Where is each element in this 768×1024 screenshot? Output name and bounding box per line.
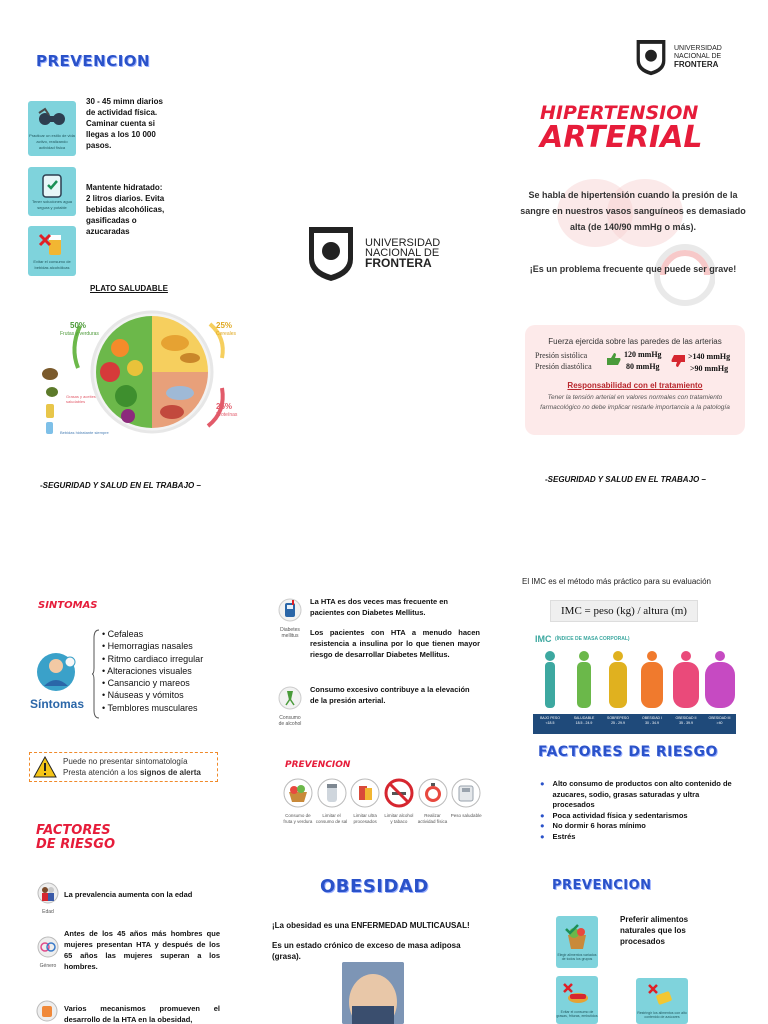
sistolica-label: Presión sistólica xyxy=(535,351,588,360)
plato-title: PLATO SALUDABLE xyxy=(90,284,168,293)
sintomas-badge xyxy=(30,650,90,714)
factores-title-line2: DE RIESGO xyxy=(36,837,116,852)
frutas-pct: 50% xyxy=(70,321,87,330)
logo-line1: UNIVERSIDAD xyxy=(365,237,441,249)
footer-text-2: -SEGURIDAD Y SALUD EN EL TRABAJO – xyxy=(545,475,706,484)
alert-signos: signos de alerta xyxy=(139,768,201,777)
list-item: • Alteraciones visuales xyxy=(102,665,192,676)
prevention-item: Limitar el consumo de sal xyxy=(316,778,348,838)
imc-chart-title: IMC xyxy=(535,634,552,644)
good-sistolica: 120 mmHg xyxy=(624,350,662,359)
insulin-text: Los pacientes con HTA a menudo hacen resistencia a insulina por lo que tienen mayor riesgo de desarrollar Diabetes Mellitus. xyxy=(310,628,480,659)
prevention-icons-row xyxy=(282,778,482,838)
good-diastolica: 80 mmHg xyxy=(626,362,660,371)
figure-obesidad-2 xyxy=(673,651,699,708)
age-factor: Edad xyxy=(36,882,60,915)
logo-small-line3: FRONTERA xyxy=(674,60,719,69)
exercise-icon: Practicar un estilo de vida activo, realizando actividad física xyxy=(28,101,76,156)
list-item: ● Alto consumo de productos con alto contenido de azucares, sodio, grasas saturadas y ultra procesados xyxy=(540,779,732,809)
water-icon: Tener soluciones agua segura y potable xyxy=(28,167,76,216)
thumbs-up-icon xyxy=(606,352,622,366)
list-item: • Cansancio y mareos xyxy=(102,678,190,689)
age-icon xyxy=(37,882,59,904)
hta-description: Se habla de hipertensión cuando la presión de la sangre en nuestros vasos sanguíneos es demasiado alta (de 140/90 mmHg o más). xyxy=(520,190,746,232)
prevention-item: Limitar alcohol y tabaco xyxy=(383,778,415,838)
gender-icon xyxy=(37,936,59,958)
university-seal-icon xyxy=(305,223,357,283)
logo-small-line1: UNIVERSIDAD xyxy=(674,45,722,52)
diabetes-factor: Diabetes mellitus xyxy=(276,598,304,639)
alcohol-text: Consumo excesivo contribuye a la elevación de la presión arterial. xyxy=(310,685,470,705)
obesity-icon xyxy=(36,1000,58,1022)
sintomas-title: SINTOMAS xyxy=(38,600,98,611)
logo-small-line2: NACIONAL DE xyxy=(674,53,722,60)
no-fried-food-icon: Evitar el consumo de grasas, frituras, embutidos xyxy=(556,976,598,1024)
grasas-label: Grasas y aceites saludables xyxy=(66,394,96,404)
obesity-mechanism-text: Varios mecanismos promueven el desarrollo de la HTA en la obesidad, xyxy=(64,1004,220,1024)
age-text: La prevalencia aumenta con la edad xyxy=(64,890,193,899)
factores-riesgo-list xyxy=(540,779,740,842)
list-item: • Ritmo cardiaco irregular xyxy=(102,653,204,664)
bad-sistolica: >140 mmHg xyxy=(688,352,731,361)
no-sugar-icon: Restringir los alimentos con alto contenido de azúcares xyxy=(636,978,688,1024)
responsabilidad-text: Tener la tensión arterial en valores normales con tratamiento farmacológico no debe implicar restarle importancia a la patología xyxy=(540,394,730,411)
prevencion-title-3: PREVENCION xyxy=(552,878,652,893)
prev-natural-text: Preferir alimentos naturales que los procesados xyxy=(620,915,689,946)
agua-label: Bebidas hidratante siempre xyxy=(60,430,109,435)
logo-line2: NACIONAL DE xyxy=(365,247,440,259)
no-smoking-icon xyxy=(384,778,414,808)
cereales-label: Cereales xyxy=(216,331,237,337)
frutas-label: Frutas y verduras xyxy=(60,331,99,337)
university-logo xyxy=(305,222,465,284)
list-item: ● Estrés xyxy=(540,831,576,841)
cereales-pct: 25% xyxy=(216,321,233,330)
prevencion-title: PREVENCION xyxy=(36,52,151,70)
hta-warning: ¡Es un problema frecuente que puede ser grave! xyxy=(529,264,737,274)
processed-food-icon xyxy=(350,778,380,808)
proteinas-pct: 25% xyxy=(216,402,233,411)
gender-factor: Género xyxy=(36,936,60,969)
prevention-item: Consumo de fruta y verdura xyxy=(282,778,314,838)
factores-title xyxy=(36,824,115,852)
imc-labels-row xyxy=(533,716,736,725)
salt-shaker-icon xyxy=(317,778,347,808)
factores-title-line1: FACTORES xyxy=(36,823,111,838)
prevention-item: Peso saludable xyxy=(450,778,482,838)
thumbs-down-icon xyxy=(670,354,686,368)
brace-divider xyxy=(92,628,95,718)
university-seal-small-icon xyxy=(634,37,668,77)
hydration-text: Mantente hidratado: 2 litros diarios. Evita bebidas alcohólicas, gasificadas o azucaradas xyxy=(86,183,165,236)
hta-title2: ARTERIAL xyxy=(540,120,703,155)
alert-line1: Puede no presentar sintomatología xyxy=(63,757,188,766)
figure-obesidad-1 xyxy=(641,651,663,708)
symptoms-person-icon xyxy=(30,650,90,694)
stopwatch-icon xyxy=(418,778,448,808)
sintomas-label: Síntomas xyxy=(30,697,85,711)
fruit-basket-icon xyxy=(283,778,313,808)
healthy-plate xyxy=(30,308,242,440)
alert-line2: Presta atención a los xyxy=(63,768,140,777)
warning-icon xyxy=(33,756,57,778)
list-item: ● No dormir 6 horas mínimo xyxy=(540,821,646,830)
responsabilidad-title: Responsabilidad con el tratamiento xyxy=(567,381,703,390)
imc-label: BAJO PESO <18.5 xyxy=(540,716,560,725)
activity-text: 30 - 45 mimn diarios de actividad física. Caminar cuenta si llegas a los 10 000 pasos. xyxy=(86,97,163,150)
list-item: • Náuseas y vómitos xyxy=(102,690,184,701)
prevention-item: Limitar ultra procesados xyxy=(349,778,381,838)
figure-bajo-peso xyxy=(545,651,555,708)
sintomas-list xyxy=(102,628,203,714)
list-item: • Temblores musculares xyxy=(102,702,198,713)
obesidad-text2: Es un estado crónico de exceso de masa adiposa (grasa). xyxy=(272,941,461,961)
proteinas-label: Proteínas xyxy=(216,412,238,418)
hta-title1: HIPERTENSION xyxy=(540,102,699,124)
factores-riesgo-title: FACTORES DE RIESGO xyxy=(538,744,718,760)
glucometer-icon xyxy=(278,598,302,622)
figure-sobrepeso xyxy=(609,651,627,708)
prevencion-title-2: PREVENCION xyxy=(285,760,351,770)
list-item: ● Poca actividad física y sedentarismos xyxy=(540,810,688,820)
obesidad-text1: ¡La obesidad es una ENFERMEDAD MULTICAUSAL! xyxy=(272,921,470,930)
prevention-item: Realizar actividad física xyxy=(417,778,449,838)
alcohol-icon xyxy=(278,686,302,710)
pressure-card-title: Fuerza ejercida sobre las paredes de las arterias xyxy=(548,337,722,346)
natural-food-icon: Elegir alimentos variados de todos los grupos xyxy=(556,916,598,968)
diabetes-text: La HTA es dos veces mas frecuente en pacientes con Diabetes Mellitus. xyxy=(310,597,448,617)
imc-label: SOBREPESO 25 - 29.9 xyxy=(607,716,629,725)
imc-label: OBESIDAD I 30 - 34.9 xyxy=(641,716,663,725)
figure-saludable xyxy=(577,651,591,708)
imc-formula: IMC = peso (kg) / altura (m) xyxy=(550,600,698,622)
obesidad-title: OBESIDAD xyxy=(320,876,429,897)
list-item: • Cefaleas xyxy=(102,629,144,639)
alert-box xyxy=(29,752,218,782)
obesity-photo xyxy=(342,962,404,1024)
figure-obesidad-3 xyxy=(705,651,735,708)
gender-text: Antes de los 45 años más hombres que mujeres presentan HTA y después de los 65 años las mujeres superan a los hombres. xyxy=(64,929,220,971)
logo-line3: FRONTERA xyxy=(365,256,432,270)
imc-chart-subtitle: (ÍNDICE DE MASA CORPORAL) xyxy=(555,636,630,642)
imc-label: OBESIDAD III >40 xyxy=(708,716,731,725)
bad-diastolica: >90 mmHg xyxy=(690,364,729,373)
imc-label: OBESIDAD II 35 - 39.9 xyxy=(675,716,697,725)
imc-intro: El IMC es el método más práctico para su evaluación xyxy=(522,577,711,586)
imc-label: SALUDABLE 18.5 - 24.9 xyxy=(573,716,595,725)
university-logo-small xyxy=(634,36,734,78)
diastolica-label: Presión diastólica xyxy=(535,362,592,371)
pressure-card xyxy=(525,325,745,435)
list-item: • Hemorragias nasales xyxy=(102,641,193,652)
footer-text: -SEGURIDAD Y SALUD EN EL TRABAJO – xyxy=(40,481,201,490)
alcohol-factor: Consumo de alcohol xyxy=(276,686,304,727)
no-alcohol-icon: Evitar el consumo de bebidas alcohólicas xyxy=(28,226,76,276)
scale-icon xyxy=(451,778,481,808)
imc-chart xyxy=(533,632,736,734)
